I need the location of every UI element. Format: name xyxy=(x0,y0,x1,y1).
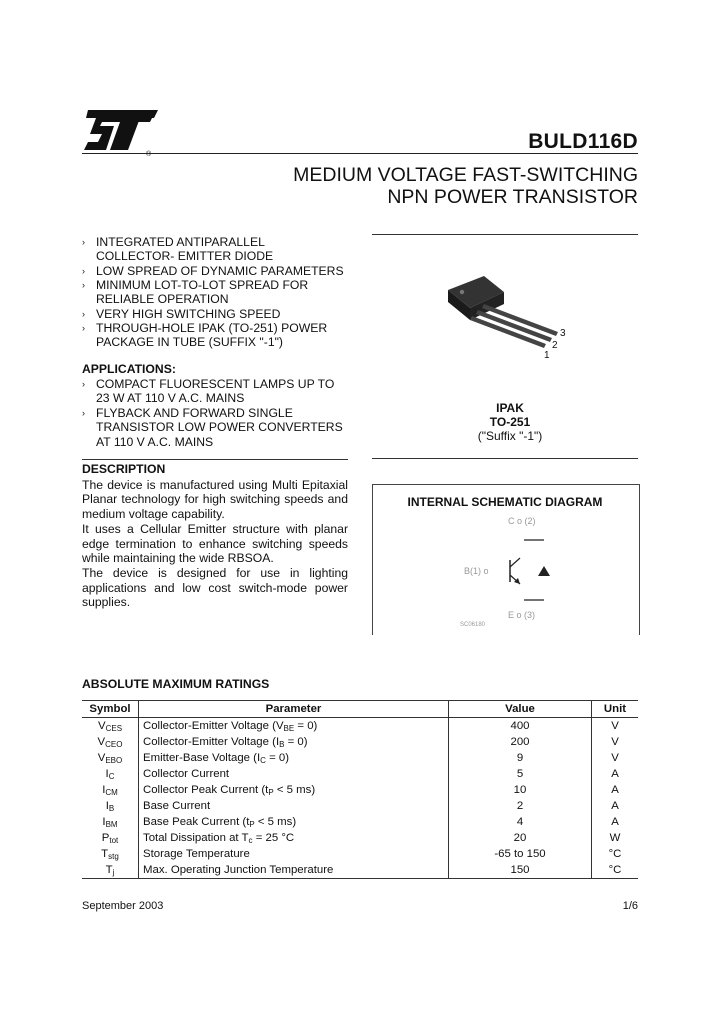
value-cell: 2 xyxy=(449,798,592,814)
unit-cell: W xyxy=(609,832,621,844)
table-row xyxy=(82,814,638,830)
value-cell: 200 xyxy=(449,734,592,750)
application-item: › FLYBACK AND FORWARD SINGLE TRANSISTOR LOW POWER CONVERTERS AT 110 V A.C. MAINS xyxy=(82,406,343,449)
pin-2-label: 2 xyxy=(552,340,558,351)
unit-cell: V xyxy=(611,752,619,764)
symbol-cell: $V_{EBO}$ xyxy=(82,750,139,766)
table-row xyxy=(82,798,638,814)
value-cell: 9 xyxy=(449,750,592,766)
col-unit: Unit xyxy=(592,701,639,718)
unit-cell: °C xyxy=(592,862,639,879)
part-number: BULD116D xyxy=(528,130,638,153)
parameter-cell: Storage Temperature xyxy=(139,846,449,862)
ipak-package-image xyxy=(440,270,580,365)
ratings-table xyxy=(82,700,638,879)
pin-1-label: 1 xyxy=(544,350,550,361)
svg-text:®: ® xyxy=(146,151,152,158)
package-code: TO-251 xyxy=(489,415,531,429)
ratings-header-row xyxy=(82,701,638,718)
unit-cell: A xyxy=(611,768,619,780)
applications-heading: APPLICATIONS: xyxy=(82,362,176,376)
package-suffix: ("Suffix "-1") xyxy=(477,429,543,443)
value-cell: -65 to 150 xyxy=(449,846,592,862)
table-row xyxy=(82,830,638,846)
symbol-cell: $V_{CES}$ xyxy=(82,718,139,735)
value-cell: 4 xyxy=(449,814,592,830)
symbol-cell: $I_{CM}$ xyxy=(82,782,139,798)
collector-label: C o (2) xyxy=(508,516,536,526)
feature-item: › MINIMUM LOT-TO-LOT SPREAD FOR RELIABLE OPERATION xyxy=(82,278,309,307)
parameter-cell: Base Peak Current ($t_P < 5$ ms) xyxy=(139,814,449,830)
table-row xyxy=(82,766,638,782)
footer-date: September 2003 xyxy=(82,900,164,912)
unit-cell: V xyxy=(611,720,619,732)
symbol-cell: $I_{BM}$ xyxy=(82,814,139,830)
value-cell: 20 xyxy=(449,830,592,846)
ratings-title: ABSOLUTE MAXIMUM RATINGS xyxy=(82,677,270,691)
value-cell: 400 xyxy=(449,718,592,735)
pin-3-label: 3 xyxy=(560,328,566,339)
feature-item: › THROUGH-HOLE IPAK (TO-251) POWER PACKAGE IN TUBE (SUFFIX "-1") xyxy=(82,321,328,350)
package-rule-bottom xyxy=(372,458,638,459)
footer-page: 1/6 xyxy=(622,900,638,912)
transistor-schematic xyxy=(440,512,580,632)
application-item: › COMPACT FLUORESCENT LAMPS UP TO 23 W AT 110 V A.C. MAINS xyxy=(82,377,335,406)
symbol-cell: $P_{tot}$ xyxy=(82,830,139,846)
title-line-2: NPN POWER TRANSISTOR xyxy=(387,186,638,208)
table-row xyxy=(82,750,638,766)
header-rule xyxy=(82,153,638,154)
schematic-title: INTERNAL SCHEMATIC DIAGRAM xyxy=(407,495,603,509)
parameter-cell: Collector-Emitter Voltage $(I_B = 0)$ xyxy=(139,734,449,750)
table-row xyxy=(82,862,638,879)
parameter-cell: Max. Operating Junction Temperature xyxy=(139,862,449,879)
symbol-cell: $I_C$ xyxy=(82,766,139,782)
value-cell: 5 xyxy=(449,766,592,782)
description-paragraph: The device is manufactured using Multi Epitaxial Planar technology for high switching speeds and medium voltage capability. xyxy=(82,478,348,521)
parameter-cell: Collector Current xyxy=(139,766,449,782)
table-row xyxy=(82,734,638,750)
title-line-1: MEDIUM VOLTAGE FAST-SWITCHING xyxy=(293,164,638,186)
table-row xyxy=(82,782,638,798)
unit-cell: A xyxy=(611,784,619,796)
package-caption xyxy=(470,401,550,443)
symbol-cell: $I_B$ xyxy=(82,798,139,814)
unit-cell: °C xyxy=(608,848,622,860)
description-body xyxy=(82,478,348,611)
description-rule xyxy=(82,459,348,460)
value-cell: 10 xyxy=(449,782,592,798)
parameter-cell: Collector Peak Current ($t_P < 5$ ms) xyxy=(139,782,449,798)
package-rule-top xyxy=(372,234,638,235)
table-row xyxy=(82,718,638,735)
parameter-cell: Emitter-Base Voltage $(I_C = 0)$ xyxy=(139,750,449,766)
parameter-cell: Total Dissipation at $T_c = 25$ °C xyxy=(139,830,449,846)
symbol-cell: $T_j$ xyxy=(82,862,139,879)
feature-item: › INTEGRATED ANTIPARALLEL COLLECTOR- EMITTER DIODE xyxy=(82,235,274,264)
parameter-cell: Base Current xyxy=(139,798,449,814)
package-name: IPAK xyxy=(496,401,524,415)
unit-cell: A xyxy=(611,800,619,812)
table-row xyxy=(82,846,638,862)
col-symbol: Symbol xyxy=(82,701,139,718)
parameter-cell: Collector-Emitter Voltage $(V_{BE} = 0)$ xyxy=(139,718,449,735)
st-logo xyxy=(84,106,158,158)
description-paragraph: The device is designed for use in lighting applications and low cost switch-mode power supplies. xyxy=(82,566,348,610)
description-heading: DESCRIPTION xyxy=(82,462,166,476)
symbol-cell: $T_{stg}$ xyxy=(82,846,139,862)
feature-item: › LOW SPREAD OF DYNAMIC PARAMETERS xyxy=(82,264,344,278)
symbol-cell: $V_{CEO}$ xyxy=(82,734,139,750)
description-paragraph: It uses a Cellular Emitter structure with planar edge termination to enhance switching speeds while maintaining the wide RBSOA. xyxy=(82,522,348,566)
value-cell: 150 xyxy=(449,862,592,879)
col-value: Value xyxy=(449,701,592,718)
unit-cell: A xyxy=(611,816,619,828)
col-parameter: Parameter xyxy=(139,701,449,718)
unit-cell: V xyxy=(611,736,619,748)
schematic-code: SC06180 xyxy=(460,622,486,628)
base-label: B(1) o xyxy=(464,566,489,576)
emitter-label: E o (3) xyxy=(508,610,536,620)
feature-item: › VERY HIGH SWITCHING SPEED xyxy=(82,307,281,321)
